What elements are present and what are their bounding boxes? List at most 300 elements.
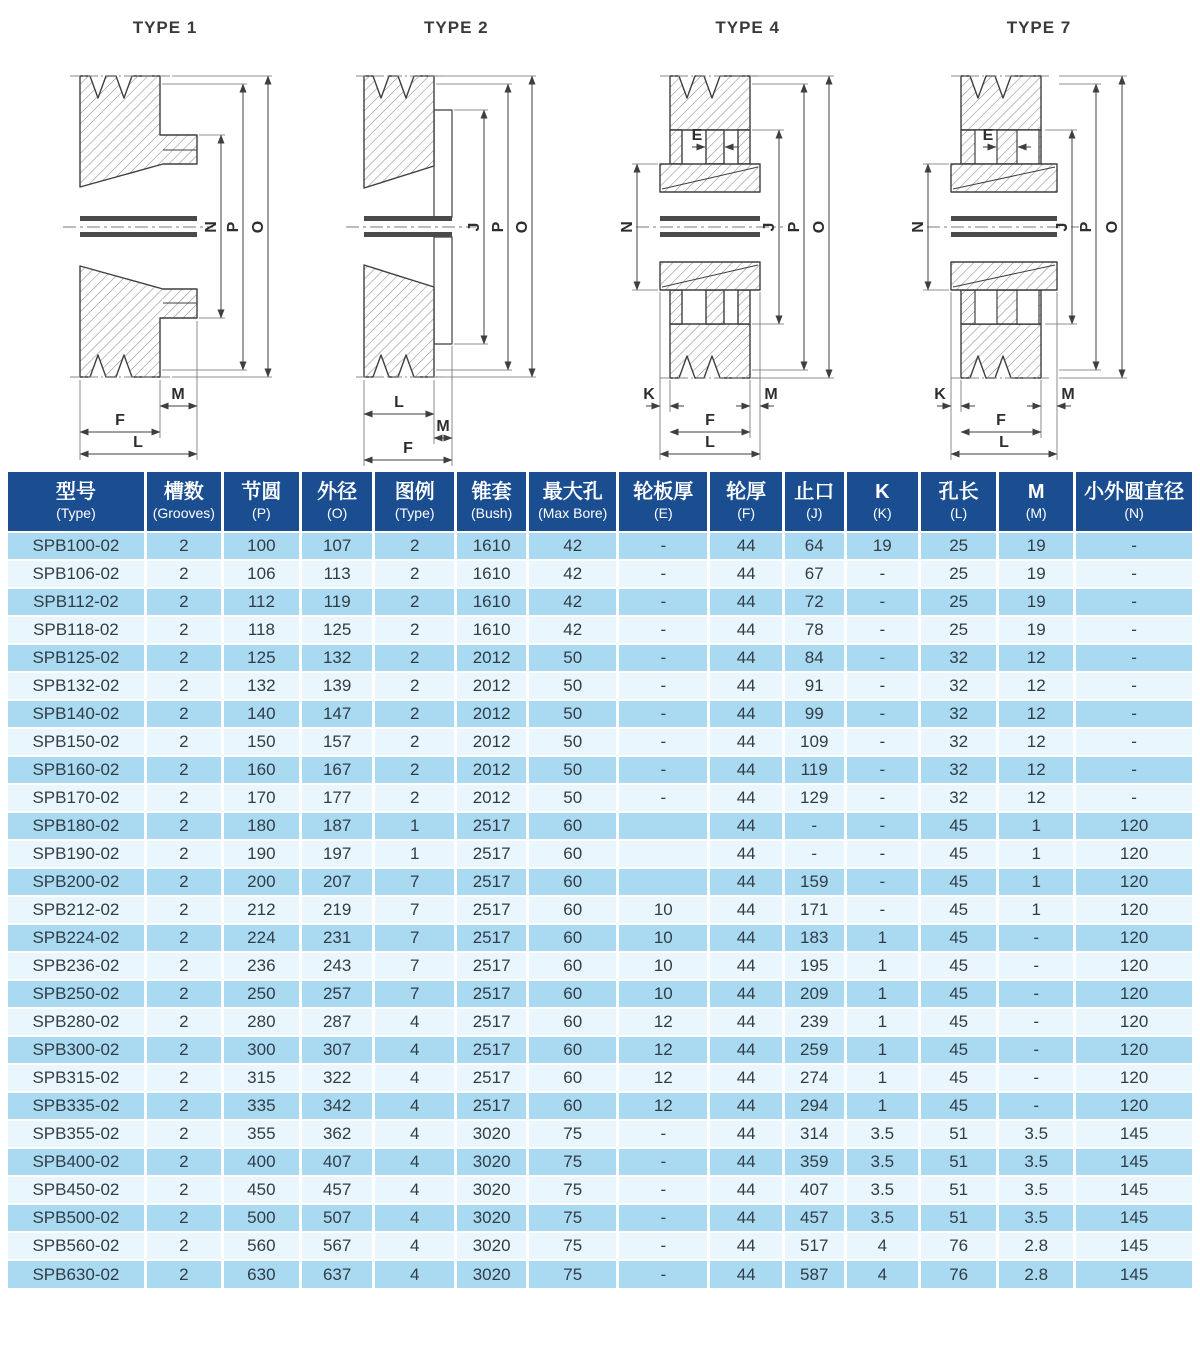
column-header-zh: 轮板厚: [633, 481, 694, 503]
value-cell: 307: [300, 1036, 373, 1064]
value-cell: 1: [845, 980, 920, 1008]
value-cell: 7: [374, 952, 456, 980]
value-cell: 183: [783, 924, 845, 952]
model-cell: SPB118-02: [8, 616, 145, 644]
value-cell: -: [1075, 616, 1192, 644]
value-cell: 2517: [456, 952, 528, 980]
value-cell: -: [845, 868, 920, 896]
value-cell: 2: [145, 1008, 222, 1036]
value-cell: 4: [374, 1064, 456, 1092]
value-cell: 2: [145, 868, 222, 896]
value-cell: 4: [374, 1204, 456, 1232]
dim-label-p: P: [785, 221, 803, 233]
column-header: [783, 472, 845, 532]
model-cell: SPB355-02: [8, 1120, 145, 1148]
value-cell: 3.5: [845, 1148, 920, 1176]
dim-label-e: E: [982, 127, 994, 144]
value-cell: 60: [528, 1064, 618, 1092]
value-cell: 44: [709, 1176, 784, 1204]
value-cell: 25: [920, 532, 998, 560]
value-cell: 19: [998, 588, 1075, 616]
value-cell: 1: [845, 1036, 920, 1064]
drawing-title: TYPE 4: [715, 18, 780, 37]
value-cell: 44: [709, 980, 784, 1008]
value-cell: 1: [845, 1064, 920, 1092]
value-cell: 32: [920, 784, 998, 812]
value-cell: 3020: [456, 1120, 528, 1148]
value-cell: 287: [300, 1008, 373, 1036]
value-cell: 1: [998, 868, 1075, 896]
value-cell: 145: [1075, 1260, 1192, 1288]
value-cell: [618, 812, 709, 840]
pulley-section: [63, 76, 213, 377]
value-cell: 1: [845, 1092, 920, 1120]
value-cell: 457: [300, 1176, 373, 1204]
value-cell: 44: [709, 1120, 784, 1148]
spec-table: [8, 472, 1192, 1288]
value-cell: 118: [222, 616, 300, 644]
value-cell: 2012: [456, 784, 528, 812]
value-cell: 3.5: [998, 1120, 1075, 1148]
column-header-zh: 止口: [794, 481, 835, 503]
model-cell: SPB315-02: [8, 1064, 145, 1092]
value-cell: 42: [528, 616, 618, 644]
value-cell: 4: [845, 1260, 920, 1288]
table-row: [8, 672, 1192, 700]
dim-label-l: L: [133, 434, 143, 451]
value-cell: 2012: [456, 672, 528, 700]
value-cell: 2: [374, 728, 456, 756]
value-cell: 25: [920, 588, 998, 616]
model-cell: SPB200-02: [8, 868, 145, 896]
value-cell: -: [1075, 784, 1192, 812]
value-cell: 2: [145, 560, 222, 588]
value-cell: 2: [374, 560, 456, 588]
value-cell: -: [1075, 728, 1192, 756]
column-header-en: (E): [653, 505, 673, 521]
value-cell: 67: [783, 560, 845, 588]
column-header-zh: K: [875, 481, 890, 503]
value-cell: 2: [145, 812, 222, 840]
column-header-en: (Type): [56, 505, 96, 521]
value-cell: -: [998, 952, 1075, 980]
value-cell: 120: [1075, 924, 1192, 952]
value-cell: 2: [374, 756, 456, 784]
value-cell: 50: [528, 784, 618, 812]
value-cell: 2012: [456, 700, 528, 728]
value-cell: 19: [998, 532, 1075, 560]
value-cell: 75: [528, 1204, 618, 1232]
value-cell: 274: [783, 1064, 845, 1092]
value-cell: 322: [300, 1064, 373, 1092]
value-cell: 19: [845, 532, 920, 560]
value-cell: -: [1075, 588, 1192, 616]
value-cell: 2517: [456, 980, 528, 1008]
value-cell: 2: [145, 1036, 222, 1064]
value-cell: -: [618, 1120, 709, 1148]
model-cell: SPB140-02: [8, 700, 145, 728]
column-header-zh: 外径: [317, 481, 358, 503]
value-cell: 4: [374, 1008, 456, 1036]
value-cell: 12: [618, 1064, 709, 1092]
value-cell: 4: [845, 1232, 920, 1260]
value-cell: 60: [528, 812, 618, 840]
value-cell: 44: [709, 728, 784, 756]
value-cell: 45: [920, 1036, 998, 1064]
value-cell: 50: [528, 700, 618, 728]
column-header-zh: 最大孔: [542, 481, 603, 503]
value-cell: 219: [300, 896, 373, 924]
table-row: [8, 812, 1192, 840]
column-header: [845, 472, 920, 532]
drawing-type-2: [313, 10, 599, 472]
value-cell: 2: [145, 980, 222, 1008]
value-cell: 45: [920, 1092, 998, 1120]
value-cell: [618, 868, 709, 896]
value-cell: 12: [998, 700, 1075, 728]
dim-label-o: O: [810, 220, 828, 234]
value-cell: 44: [709, 840, 784, 868]
value-cell: -: [845, 560, 920, 588]
column-header-zh: 槽数: [163, 481, 204, 503]
value-cell: 236: [222, 952, 300, 980]
value-cell: -: [998, 1064, 1075, 1092]
column-header-en: (F): [737, 505, 756, 521]
value-cell: -: [1075, 532, 1192, 560]
value-cell: 177: [300, 784, 373, 812]
value-cell: 1: [998, 840, 1075, 868]
value-cell: 355: [222, 1120, 300, 1148]
drawing-title: TYPE 1: [132, 18, 198, 37]
drawing-type-1: [22, 10, 308, 472]
value-cell: 587: [783, 1260, 845, 1288]
value-cell: -: [618, 1204, 709, 1232]
value-cell: 4: [374, 1092, 456, 1120]
value-cell: 2: [145, 896, 222, 924]
column-header-zh: 小外圆直径: [1084, 481, 1185, 503]
value-cell: 507: [300, 1204, 373, 1232]
value-cell: 44: [709, 812, 784, 840]
column-header: [374, 472, 456, 532]
value-cell: 120: [1075, 1064, 1192, 1092]
column-header-zh: 孔长: [938, 481, 979, 503]
value-cell: 2012: [456, 644, 528, 672]
column-header-en: (K): [872, 505, 892, 521]
value-cell: 450: [222, 1176, 300, 1204]
dim-label-m: M: [763, 386, 778, 403]
dim-label-m: M: [436, 418, 450, 435]
value-cell: 32: [920, 672, 998, 700]
value-cell: 637: [300, 1260, 373, 1288]
table-row: [8, 1260, 1192, 1288]
value-cell: -: [845, 756, 920, 784]
table-row: [8, 896, 1192, 924]
column-header-en: (N): [1124, 505, 1144, 521]
value-cell: 50: [528, 756, 618, 784]
column-header-en: (P): [252, 505, 271, 521]
value-cell: 120: [1075, 868, 1192, 896]
dim-label-l: L: [999, 434, 1009, 451]
value-cell: 500: [222, 1204, 300, 1232]
dim-label-f: F: [115, 412, 125, 429]
column-header: [8, 472, 145, 532]
dim-label-m: M: [171, 386, 185, 403]
value-cell: 120: [1075, 812, 1192, 840]
value-cell: 113: [300, 560, 373, 588]
value-cell: 10: [618, 952, 709, 980]
value-cell: 4: [374, 1148, 456, 1176]
value-cell: 75: [528, 1148, 618, 1176]
value-cell: 44: [709, 672, 784, 700]
value-cell: 32: [920, 644, 998, 672]
value-cell: 60: [528, 1092, 618, 1120]
value-cell: 75: [528, 1260, 618, 1288]
value-cell: 44: [709, 756, 784, 784]
value-cell: -: [618, 672, 709, 700]
value-cell: -: [845, 616, 920, 644]
column-header-en: (J): [806, 505, 823, 521]
dim-label-l: L: [704, 434, 715, 451]
value-cell: 42: [528, 560, 618, 588]
value-cell: 60: [528, 924, 618, 952]
value-cell: 10: [618, 980, 709, 1008]
value-cell: -: [618, 1232, 709, 1260]
model-cell: SPB280-02: [8, 1008, 145, 1036]
value-cell: 1610: [456, 532, 528, 560]
value-cell: 1610: [456, 616, 528, 644]
value-cell: 400: [222, 1148, 300, 1176]
value-cell: 2517: [456, 896, 528, 924]
dim-label-o: O: [250, 220, 267, 234]
value-cell: 171: [783, 896, 845, 924]
value-cell: 2: [374, 784, 456, 812]
table-row: [8, 868, 1192, 896]
value-cell: -: [618, 616, 709, 644]
dim-label-j: J: [466, 222, 484, 232]
value-cell: 257: [300, 980, 373, 1008]
model-cell: SPB224-02: [8, 924, 145, 952]
value-cell: 2: [145, 1092, 222, 1120]
value-cell: 1: [998, 896, 1075, 924]
value-cell: 2: [145, 1148, 222, 1176]
model-cell: SPB300-02: [8, 1036, 145, 1064]
value-cell: 119: [300, 588, 373, 616]
value-cell: 294: [783, 1092, 845, 1120]
table-row: [8, 700, 1192, 728]
value-cell: -: [783, 840, 845, 868]
model-cell: SPB190-02: [8, 840, 145, 868]
column-header-en: (M): [1025, 505, 1047, 521]
value-cell: 12: [998, 728, 1075, 756]
value-cell: 42: [528, 532, 618, 560]
value-cell: -: [618, 1148, 709, 1176]
value-cell: 2: [145, 784, 222, 812]
value-cell: 45: [920, 952, 998, 980]
value-cell: 2: [374, 616, 456, 644]
value-cell: 125: [300, 616, 373, 644]
value-cell: 3020: [456, 1148, 528, 1176]
value-cell: 2: [145, 672, 222, 700]
value-cell: 75: [528, 1176, 618, 1204]
value-cell: 44: [709, 924, 784, 952]
value-cell: 180: [222, 812, 300, 840]
model-cell: SPB132-02: [8, 672, 145, 700]
dim-label-k: K: [642, 386, 655, 403]
value-cell: 10: [618, 896, 709, 924]
value-cell: -: [618, 560, 709, 588]
value-cell: 145: [1075, 1120, 1192, 1148]
model-cell: SPB112-02: [8, 588, 145, 616]
value-cell: -: [845, 896, 920, 924]
column-header: [920, 472, 998, 532]
dim-label-o: O: [1103, 220, 1121, 234]
pulley-cross-section-type7-diagram: [896, 40, 1182, 472]
value-cell: 32: [920, 728, 998, 756]
model-cell: SPB560-02: [8, 1232, 145, 1260]
value-cell: 60: [528, 952, 618, 980]
value-cell: 407: [300, 1148, 373, 1176]
value-cell: 2517: [456, 1008, 528, 1036]
value-cell: 60: [528, 868, 618, 896]
value-cell: 2: [145, 1176, 222, 1204]
value-cell: 44: [709, 868, 784, 896]
value-cell: 3.5: [845, 1176, 920, 1204]
value-cell: 51: [920, 1148, 998, 1176]
value-cell: -: [998, 924, 1075, 952]
value-cell: 60: [528, 980, 618, 1008]
value-cell: -: [845, 840, 920, 868]
value-cell: 120: [1075, 840, 1192, 868]
value-cell: 2: [145, 700, 222, 728]
value-cell: 45: [920, 840, 998, 868]
value-cell: 2: [145, 924, 222, 952]
value-cell: 139: [300, 672, 373, 700]
value-cell: -: [1075, 756, 1192, 784]
value-cell: 7: [374, 980, 456, 1008]
value-cell: 243: [300, 952, 373, 980]
value-cell: 2: [145, 840, 222, 868]
value-cell: 2: [374, 532, 456, 560]
value-cell: 567: [300, 1232, 373, 1260]
value-cell: -: [998, 1036, 1075, 1064]
value-cell: 342: [300, 1092, 373, 1120]
value-cell: 44: [709, 1064, 784, 1092]
value-cell: 44: [709, 1204, 784, 1232]
value-cell: 25: [920, 616, 998, 644]
value-cell: 44: [709, 1232, 784, 1260]
value-cell: 64: [783, 532, 845, 560]
value-cell: 99: [783, 700, 845, 728]
dim-label-j: J: [760, 222, 778, 232]
value-cell: -: [1075, 644, 1192, 672]
value-cell: 44: [709, 952, 784, 980]
value-cell: 2: [145, 952, 222, 980]
value-cell: 2: [145, 1120, 222, 1148]
dim-label-k: K: [934, 386, 946, 403]
value-cell: 51: [920, 1204, 998, 1232]
value-cell: 2: [145, 1232, 222, 1260]
value-cell: 3020: [456, 1176, 528, 1204]
column-header: [528, 472, 618, 532]
value-cell: 231: [300, 924, 373, 952]
model-cell: SPB335-02: [8, 1092, 145, 1120]
value-cell: 4: [374, 1120, 456, 1148]
value-cell: 2012: [456, 728, 528, 756]
value-cell: 3.5: [998, 1204, 1075, 1232]
value-cell: -: [845, 672, 920, 700]
value-cell: 129: [783, 784, 845, 812]
technical-drawings: [0, 0, 1200, 472]
value-cell: -: [998, 1092, 1075, 1120]
table-row: [8, 1148, 1192, 1176]
column-header: [998, 472, 1075, 532]
value-cell: 157: [300, 728, 373, 756]
value-cell: 2: [145, 588, 222, 616]
value-cell: 25: [920, 560, 998, 588]
value-cell: 12: [998, 784, 1075, 812]
value-cell: -: [845, 644, 920, 672]
drawing-title: TYPE 2: [424, 18, 489, 37]
value-cell: 19: [998, 560, 1075, 588]
value-cell: 190: [222, 840, 300, 868]
value-cell: 4: [374, 1036, 456, 1064]
value-cell: -: [845, 784, 920, 812]
value-cell: -: [1075, 700, 1192, 728]
value-cell: 457: [783, 1204, 845, 1232]
value-cell: 3020: [456, 1232, 528, 1260]
value-cell: 239: [783, 1008, 845, 1036]
dim-label-f: F: [403, 440, 414, 457]
value-cell: 45: [920, 896, 998, 924]
value-cell: 2: [374, 672, 456, 700]
table-row: [8, 756, 1192, 784]
value-cell: 60: [528, 1008, 618, 1036]
value-cell: 362: [300, 1120, 373, 1148]
value-cell: [618, 840, 709, 868]
value-cell: 2: [145, 1204, 222, 1232]
value-cell: -: [618, 644, 709, 672]
value-cell: 75: [528, 1120, 618, 1148]
value-cell: -: [618, 700, 709, 728]
table-row: [8, 952, 1192, 980]
model-cell: SPB400-02: [8, 1148, 145, 1176]
value-cell: 76: [920, 1232, 998, 1260]
value-cell: 12: [618, 1036, 709, 1064]
dim-label-o: O: [514, 220, 532, 234]
value-cell: 44: [709, 1260, 784, 1288]
model-cell: SPB236-02: [8, 952, 145, 980]
value-cell: 112: [222, 588, 300, 616]
model-cell: SPB500-02: [8, 1204, 145, 1232]
column-header-en: (O): [327, 505, 348, 521]
value-cell: 2: [145, 532, 222, 560]
value-cell: 359: [783, 1148, 845, 1176]
value-cell: 44: [709, 532, 784, 560]
value-cell: 224: [222, 924, 300, 952]
table-head-row: [8, 472, 1192, 532]
value-cell: 2: [145, 728, 222, 756]
value-cell: 51: [920, 1176, 998, 1204]
column-header-en: (Type): [394, 505, 435, 521]
value-cell: 315: [222, 1064, 300, 1092]
value-cell: 120: [1075, 952, 1192, 980]
value-cell: -: [845, 588, 920, 616]
table-row: [8, 1092, 1192, 1120]
value-cell: -: [618, 588, 709, 616]
value-cell: 300: [222, 1036, 300, 1064]
column-header-zh: 图例: [394, 481, 435, 503]
value-cell: 44: [709, 560, 784, 588]
